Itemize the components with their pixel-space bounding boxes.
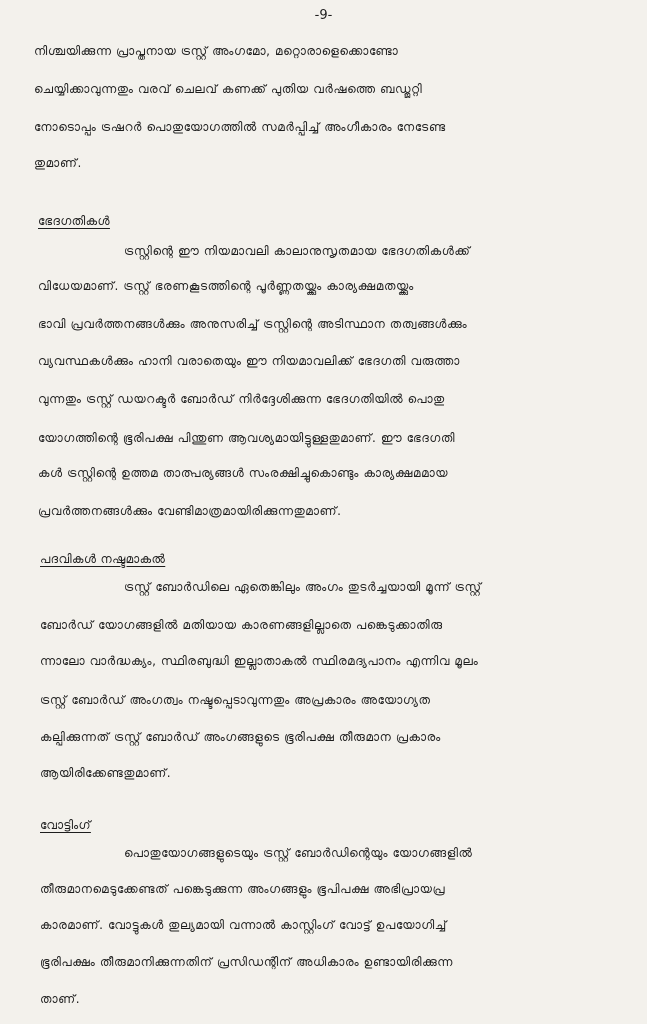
text-line: നിശ്ചയിക്കുന്ന പ്രാപ്തനായ ട്രസ്റ്റ് അംഗമോ, മറ്റൊരാളെക്കൊണ്ടോ	[34, 44, 399, 58]
text-line: ന്നാലോ വാർദ്ധക്യം, സ്ഥിരബുദ്ധി ഇല്ലാതാകൽ സ്ഥിരമദ്യപാനം എന്നിവ മൂലം	[40, 654, 479, 668]
text-line: തുമാണ്.	[34, 156, 82, 170]
text-line: താണ്.	[40, 992, 81, 1006]
text-line: ഭാവി പ്രവർത്തനങ്ങൾക്കും അനുസരിച്ച് ട്രസ്റ്റിന്റെ അടിസ്ഥാന തത്വങ്ങൾക്കും	[38, 317, 468, 331]
section-heading-voting: വോട്ടിംഗ്	[40, 818, 91, 832]
text-line: ട്രസ്റ്റ് ബോർഡിലെ ഏതെങ്കിലും അംഗം തുടർച്ചയായി മൂന്ന് ട്രസ്റ്റ്	[124, 580, 482, 594]
text-line: കല്പിക്കുന്നത് ട്രസ്റ്റ് ബോർഡ് അംഗങ്ങളുടെ ഭൂരിപക്ഷ തീരുമാന പ്രകാരം	[40, 730, 441, 744]
text-line: ചെയ്യിക്കാവുന്നതും വരവ് ചെലവ് കണക്ക് പുതിയ വർഷത്തെ ബഡ്ജറ്റി	[34, 82, 423, 96]
text-line: വുന്നതും ട്രസ്റ്റ് ഡയറക്ടർ ബോർഡ് നിർദ്ദേശിക്കുന്ന ഭേദഗതിയിൽ പൊതു	[38, 392, 445, 406]
text-line: വ്യവസ്ഥകൾക്കും ഹാനി വരാതെയും ഈ നിയമാവലിക്ക് ഭേദഗതി വരുത്താ	[38, 354, 460, 368]
text-line: കൾ ട്രസ്റ്റിന്റെ ഉത്തമ താത്പര്യങ്ങൾ സംരക്ഷിച്ചുകൊണ്ടും കാര്യക്ഷമമായ	[38, 466, 449, 480]
text-line: നോടൊപ്പം ട്രഷറർ പൊതുയോഗത്തിൽ സമർപ്പിച്ച് അംഗീകാരം നേടേണ്ട	[34, 120, 446, 134]
section-heading-amendments: ഭേദഗതികൾ	[38, 214, 110, 228]
text-line: കാരമാണ്. വോട്ടുകൾ തുല്യമായി വന്നാൽ കാസ്റ്റിംഗ് വോട്ട് ഉപയോഗിച്ച്	[40, 918, 447, 932]
text-line: തീരുമാനമെടുക്കേണ്ടത് പങ്കെടുക്കുന്ന അംഗങ്ങളും ഭൂപിപക്ഷ അഭിപ്രായപ്ര	[40, 882, 446, 896]
text-line: ബോർഡ് യോഗങ്ങളിൽ മതിയായ കാരണങ്ങളില്ലാതെ പങ്കെടുക്കാതിരു	[40, 618, 443, 632]
text-line: ഭൂരിപക്ഷം തീരുമാനിക്കുന്നതിന് പ്രസിഡന്റിന് അധികാരം ഉണ്ടായിരിക്കുന്ന	[40, 955, 454, 969]
text-line: യോഗത്തിന്റെ ഭൂരിപക്ഷ പിന്തുണ ആവശ്യമായിട്ടുള്ളതുമാണ്. ഈ ഭേദഗതി	[38, 431, 456, 445]
text-line: ട്രസ്റ്റ് ബോർഡ് അംഗത്വം നഷ്ടപ്പെടാവുന്നതും അപ്രകാരം അയോഗ്യത	[40, 693, 431, 707]
text-line: ആയിരിക്കേണ്ടതുമാണ്.	[40, 766, 172, 780]
text-line: പ്രവർത്തനങ്ങൾക്കും വേണ്ടിമാത്രമായിരിക്കുന്നതുമാണ്.	[38, 504, 342, 518]
section-heading-loss-of-positions: പദവികൾ നഷ്ടമാകൽ	[40, 552, 166, 566]
text-line: പൊതുയോഗങ്ങളുടെയും ട്രസ്റ്റ് ബോർഡിന്റെയും യോഗങ്ങളിൽ	[124, 846, 473, 860]
page-number: -9-	[314, 8, 333, 23]
text-line: വിധേയമാണ്. ട്രസ്റ്റ് ഭരണകൂടത്തിന്റെ പൂർണ്ണതയ്ക്കും കാര്യക്ഷമതയ്ക്കും	[38, 279, 414, 293]
text-line: ട്രസ്റ്റിന്റെ ഈ നിയമാവലി കാലാനുസൃതമായ ഭേദഗതികൾക്ക്	[124, 244, 471, 258]
